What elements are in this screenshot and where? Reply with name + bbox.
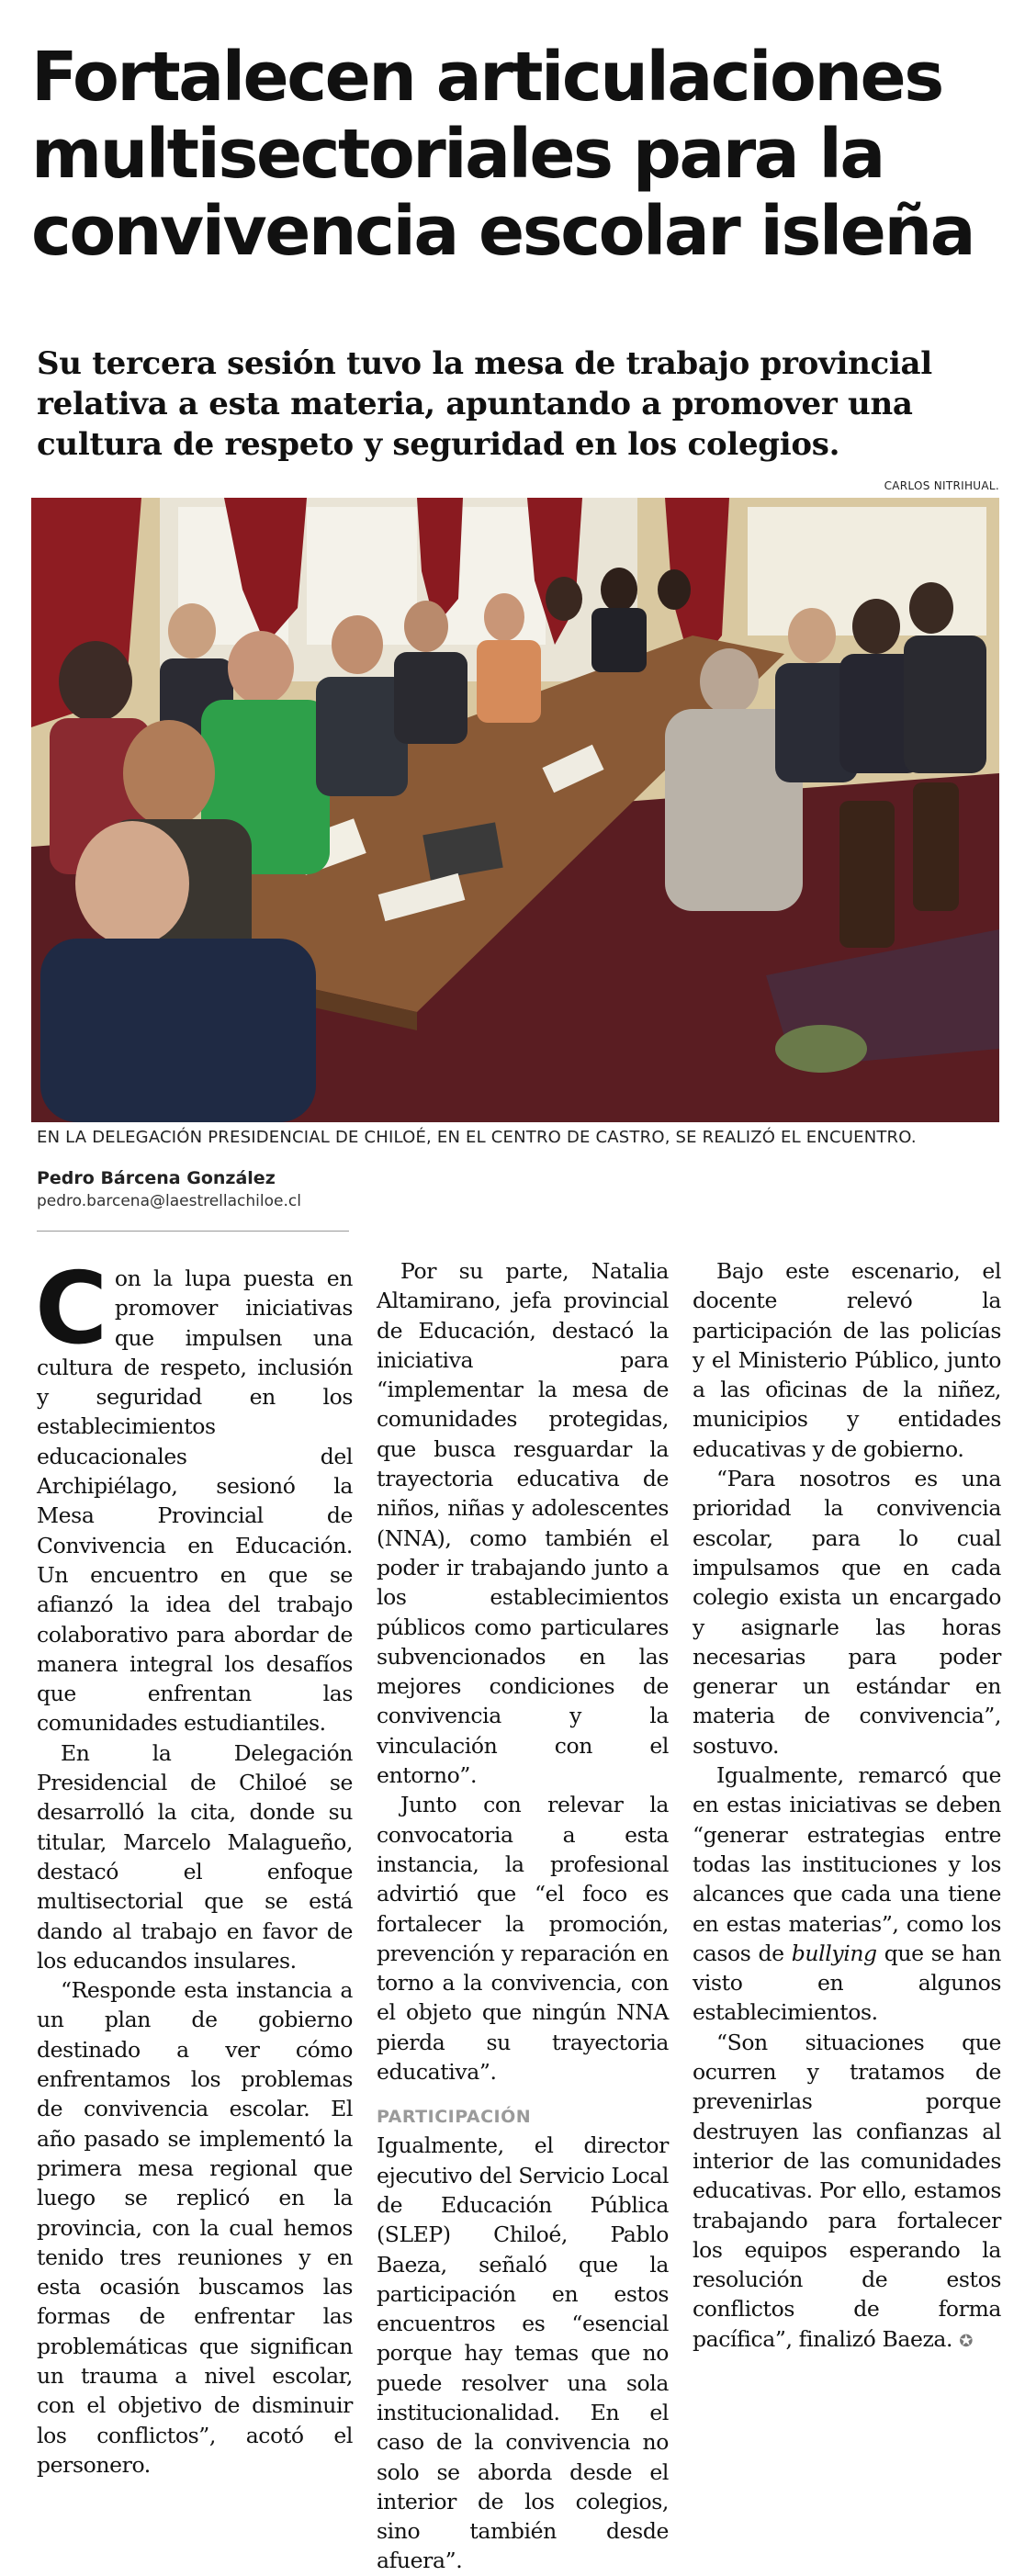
paragraph-1 [35,1252,353,1738]
column-2-continuation-space [377,1168,669,1256]
article-column-2 [377,1168,669,2576]
byline [37,1168,349,1210]
paragraph-9-text-a: Igualmente, remarcó que en estas iniciativas se deben “generar estrategias entre todas las instituciones y los alcances que cada una tiene en estas materias”, como los casos de [693,1762,1001,1966]
headline-line-3: convivencia escolar isleña [31,192,974,271]
headline-line-1: Fortalecen articulaciones [31,38,942,117]
column-3-continuation-space [693,1168,1001,1256]
paragraph-7: Bajo este escenario, el docente relevó la participación de las policías y el Ministerio Público, junto a las oficinas de la niñez, municipios y entidades educativas y de gobierno. [693,1258,1001,1462]
paragraph-9-text-b: que se han visto en algunos establecimientos. [693,1940,1002,2026]
author-name: Pedro Bárcena González [37,1168,276,1188]
paragraph-3: “Responde esta instancia a un plan de gobierno destinado a ver cómo enfrentamos los problemas de convivencia escolar. El año pasado se implementó la primera mesa regional que luego se replicó en la provincia, con la cual hemos tenido tres reuniones y en esta ocasión buscamos las formas de enfrentar las problemáticas que significan un trauma a nivel escolar, con el objetivo de disminuir los conflictos”, acotó el personero. [37,1977,353,2478]
article-photo [31,498,999,1122]
subheadline: Su tercera sesión tuvo la mesa de trabajo provincial relativa a esta materia, apuntando a promover una cultura de respeto y seguridad en los colegios. [37,345,932,463]
paragraph-2: En la Delegación Presidencial de Chiloé se desarrolló la cita, donde su titular, Marcelo Malagueño, destacó el enfoque multisectorial que se está dando al trabajo en favor de los educandos insulares. [37,1739,353,1974]
end-mark-icon: ✪ [959,2331,973,2351]
paragraph-9 [693,1760,1001,2028]
article-column-3 [693,1168,1001,2357]
byline-divider [37,1231,349,1232]
section-heading: PARTICIPACIÓN [377,2107,532,2128]
headline-line-2: multisectoriales para la [31,115,884,194]
paragraph-8: “Para nosotros es una prioridad la convivencia escolar, para lo cual impulsamos que en cada colegio exista un encargado y asignarle las horas necesarias para poder generar un estándar en materia de convivencia”, sostuvo. [693,1466,1001,1759]
paragraph-6: Igualmente, el director ejecutivo del Servicio Local de Educación Pública (SLEP) Chiloé, Pablo Baeza, señaló que la participación en estos encuentros es “esencial porque hay temas que no puede resolver una sola institucionalidad. En el caso de la convivencia no solo se aborda desde el interior de los colegios, sino también desde afuera”. [377,2132,669,2574]
article-column-1 [35,1252,353,2480]
paragraph-1-text: on la lupa puesta en promover iniciativas que impulsen una cultura de respeto, inclusión y seguridad en los establecimientos educacionales del Archipiélago, sesionó la Mesa Provincial de Convivencia en Educación. Un encuentro en que se afianzó la idea del trabajo colaborativo para abordar de manera integral los desafíos que enfrentan las comunidades estudiantiles. [37,1266,353,1737]
paragraph-4: Por su parte, Natalia Altamirano, jefa provincial de Educación, destacó la iniciativa para “implementar la mesa de comunidades protegidas, que busca resguardar la trayectoria educativa de niños, niñas y adolescentes (NNA), como también el poder ir trabajando junto a los establecimientos públicos como particulares subvencionados en las mejores condiciones de convivencia y la vinculación con el entorno”. [377,1258,669,1789]
photo-caption: EN LA DELEGACIÓN PRESIDENCIAL DE CHILOÉ, EN EL CENTRO DE CASTRO, SE REALIZÓ EL ENCUENTRO. [37,1128,917,1147]
photo-credit: CARLOS NITRIHUAL. [884,479,999,492]
paragraph-10-text: “Son situaciones que ocurren y tratamos de prevenirlas porque destruyen las confianzas al interior de las comunidades educativas. Por ello, estamos trabajando para fortalecer los equipos esperando la resolución de estos conflictos de forma pacífica”, finalizó Baeza. [693,2029,1001,2352]
author-email: pedro.barcena@laestrellachiloe.cl [37,1192,301,1210]
paragraph-5: Junto con relevar la convocatoria a esta instancia, la profesional advirtió que “el foco es fortalecer la promoción, prevención y reparación en torno a la convivencia, con el objeto que ningún NNA pierda su trayectoria educativa”. [377,1792,669,2086]
paragraph-9-emphasis: bullying [791,1940,877,1966]
headline [31,39,1005,270]
paragraph-10 [693,2028,1001,2357]
meeting-photo-illustration [31,498,999,1122]
dropcap: C [35,1252,107,1367]
